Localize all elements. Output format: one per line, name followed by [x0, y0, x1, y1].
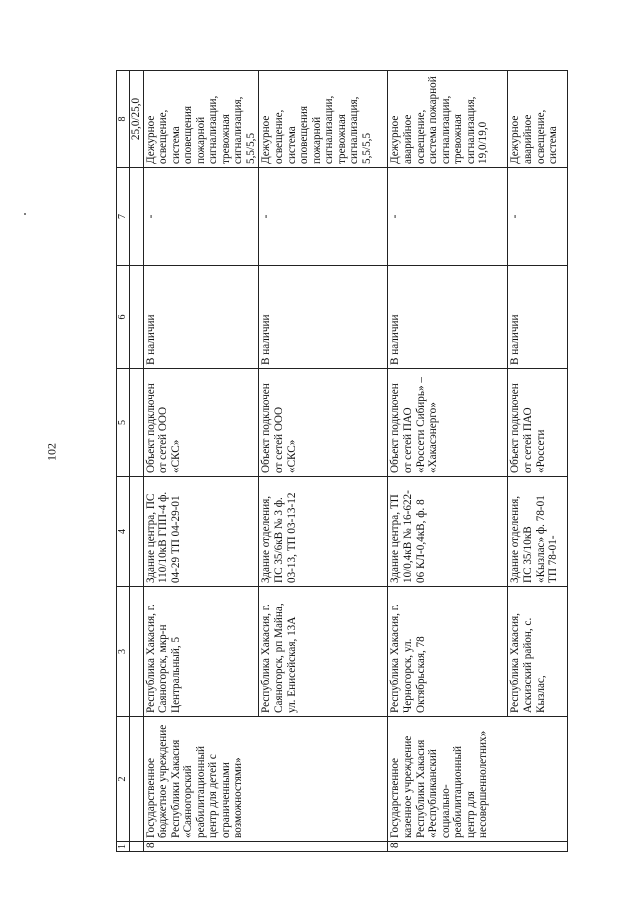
cell-lighting: Дежурное аварийное освещение, система пожарной сигнализации, тревожная сигнализация, 19,0/19,0	[388, 71, 508, 168]
col-header-7: 7	[117, 168, 130, 266]
cell-col7: -	[508, 168, 568, 266]
page-number: 102	[44, 443, 59, 461]
col-header-2: 2	[117, 717, 130, 842]
cell-lighting: Дежурное освещение, система оповещения пожарной сигнализации, тревожная сигнализация, 5,5/5,5	[259, 71, 388, 168]
cell-address: Республика Хакасия, г. Черногорск, ул. Октябрьская, 78	[388, 587, 508, 717]
col-header-1: 1	[117, 842, 130, 852]
cell-address: Республика Хакасия, г. Саяногорск, рп Майна, ул. Енисейская, 13А	[259, 587, 388, 717]
cell-empty	[130, 477, 144, 587]
cell-empty	[130, 369, 144, 477]
cell-building: Здание отделения, ПС 35/6кВ № 3 ф. 03-13, ТП 03-13-12	[259, 477, 388, 587]
cell-empty	[130, 266, 144, 369]
cell-availability: В наличии	[388, 266, 508, 369]
cell-col7: -	[143, 168, 259, 266]
cell-empty	[130, 842, 144, 852]
scan-speck	[24, 213, 26, 215]
cell-col7: -	[259, 168, 388, 266]
table-frame	[116, 71, 560, 852]
cell-organization: Государственное казенное учреждение Республики Хакасия «Республиканский социально-реабилитационный центр для несовершеннолетних»	[388, 717, 568, 842]
cell-connection: Объект подключен от сетей ПАО «Россети	[508, 369, 568, 477]
cell-lighting: Дежурное освещение, система оповещения пожарной сигнализации, тревожная сигнализация, 5,5/5,5	[143, 71, 259, 168]
equipment-table	[116, 70, 568, 852]
col-header-6: 6	[117, 266, 130, 369]
col-header-8: 8	[117, 71, 130, 168]
table-row	[388, 71, 508, 852]
cell-availability: В наличии	[259, 266, 388, 369]
table-row	[143, 71, 259, 852]
cell-building: Здание центра, ПС 110/10кВ ГПП-4 ф. 04-29 ТП 04-29-01	[143, 477, 259, 587]
cell-col7: -	[388, 168, 508, 266]
cell-connection: Объект подключен от сетей ПАО «Россети Сибирь» – «Хакасэнерго»	[388, 369, 508, 477]
cell-availability: В наличии	[143, 266, 259, 369]
cell-connection: Объект подключен от сетей ООО «СКС»	[143, 369, 259, 477]
col-header-3: 3	[117, 587, 130, 717]
cell-connection: Объект подключен от сетей ООО «СКС»	[259, 369, 388, 477]
header-row	[117, 71, 130, 852]
cell-building: Здание центра, ТП 10/0,4кВ № 16-622-06 КЛ-0,4кВ, ф. 8	[388, 477, 508, 587]
cell-lighting-carryover: 25,0/25,0	[130, 71, 144, 168]
cell-row-number: 84	[143, 842, 388, 852]
cell-empty	[130, 587, 144, 717]
cell-building: Здание отделения, ПС 35/10кВ «Кызлас» ф. 78-01 ТП 78-01-	[508, 477, 568, 587]
cell-availability: В наличии	[508, 266, 568, 369]
cell-address: Республика Хакасия, г. Саяногорск, мкр-н Центральный, 5	[143, 587, 259, 717]
cell-empty	[130, 717, 144, 842]
col-header-5: 5	[117, 369, 130, 477]
col-header-4: 4	[117, 477, 130, 587]
top-continuation-row	[130, 71, 144, 852]
cell-empty	[130, 168, 144, 266]
cell-row-number: 85	[388, 842, 568, 852]
cell-address: Республика Хакасия, Аскизский район, с. Кызлас,	[508, 587, 568, 717]
cell-lighting: Дежурное аварийное освещение, система	[508, 71, 568, 168]
cell-organization: Государственное бюджетное учреждение Республики Хакасия «Саяногорский реабилитационный центр для детей с ограниченными возможностями»	[143, 717, 388, 842]
